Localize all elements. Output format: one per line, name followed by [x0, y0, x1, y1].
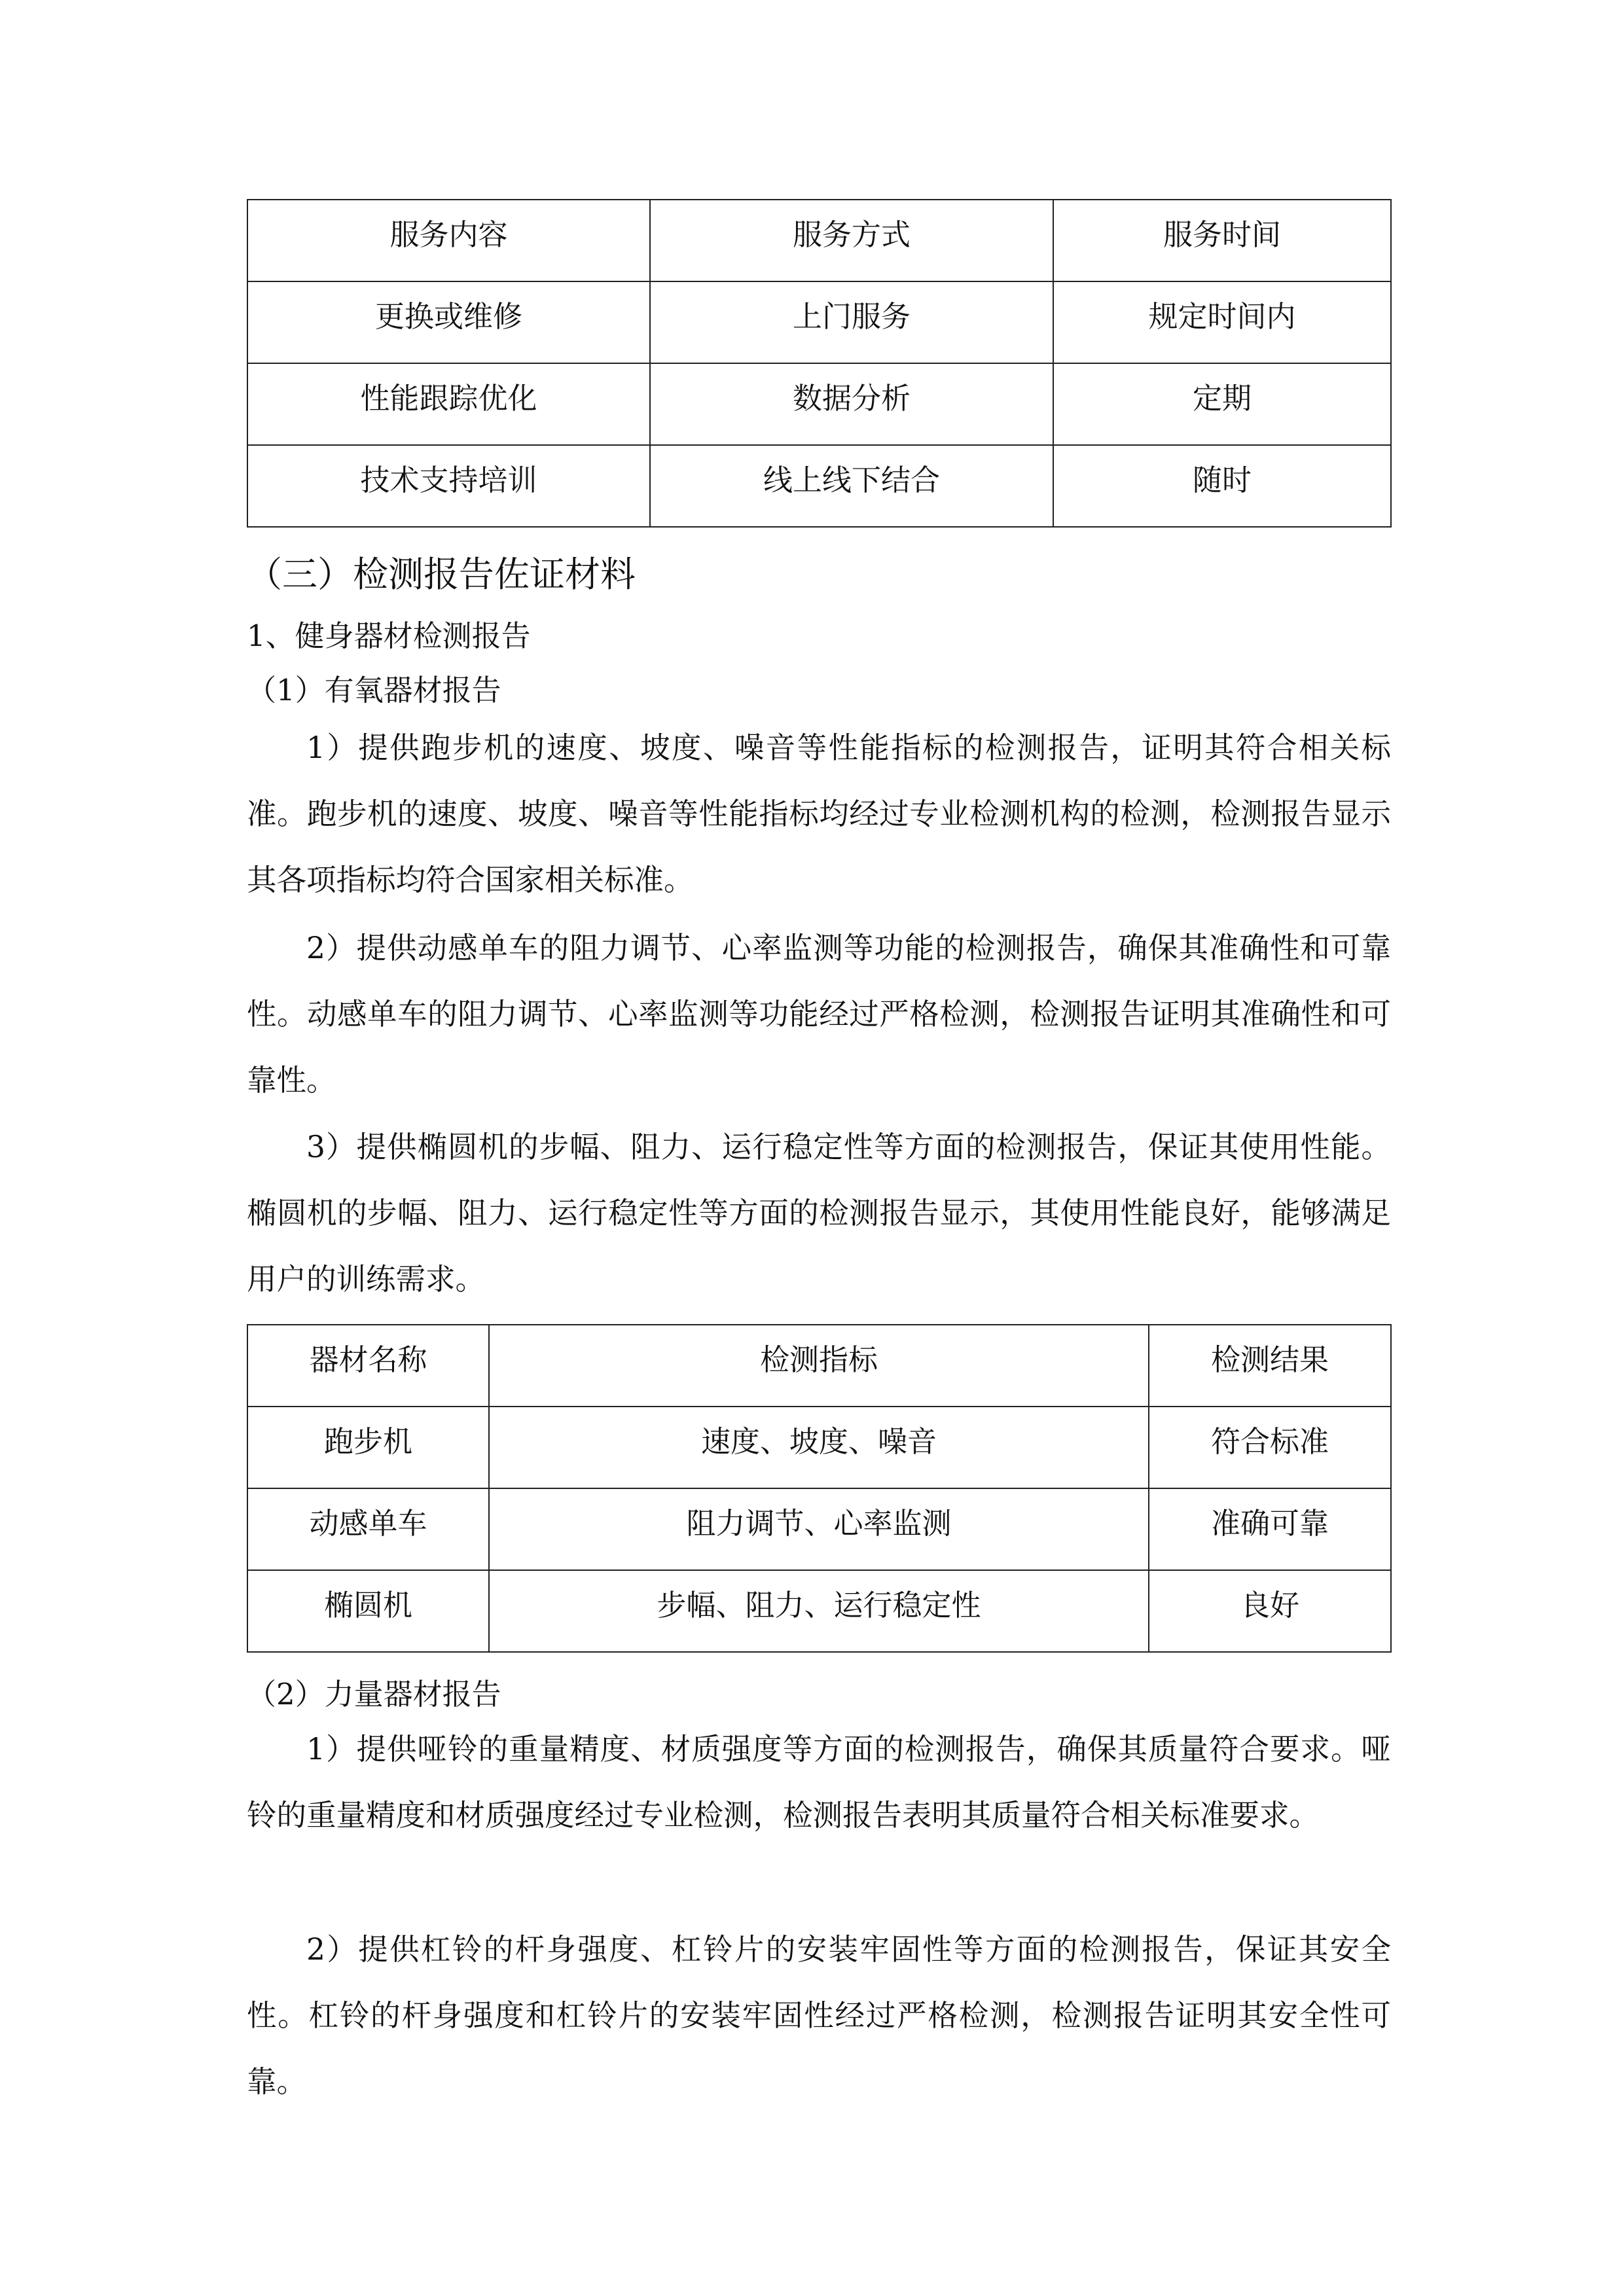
table-header-cell: 服务方式 [650, 200, 1053, 281]
paragraph-treadmill: 1）提供跑步机的速度、坡度、噪音等性能指标的检测报告，证明其符合相关标准。跑步机的速度、坡度、噪音等性能指标均经过专业检测机构的检测，检测报告显示其各项指标均符合国家相关标准。 [247, 730, 1391, 897]
service-table [247, 199, 1392, 528]
table-cell: 动感单车 [247, 1488, 489, 1570]
table-cell: 技术支持培训 [247, 445, 650, 527]
subheading-strength-reports: （2）力量器材报告 [247, 1677, 501, 1712]
table-header-cell: 服务内容 [247, 200, 650, 281]
table-cell: 随时 [1053, 445, 1391, 527]
table-row [247, 281, 1391, 363]
table-cell: 定期 [1053, 363, 1391, 445]
table-header-cell: 器材名称 [247, 1325, 489, 1407]
table-header-row [247, 1325, 1391, 1407]
table-header-cell: 检测结果 [1149, 1325, 1391, 1407]
table-cell: 良好 [1149, 1570, 1391, 1652]
table-cell: 跑步机 [247, 1407, 489, 1488]
paragraph-barbell: 2）提供杠铃的杆身强度、杠铃片的安装牢固性等方面的检测报告，保证其安全性。杠铃的杆身强度和杠铃片的安装牢固性经过严格检测，检测报告证明其安全性可靠。 [247, 1932, 1391, 2099]
table-header-cell: 服务时间 [1053, 200, 1391, 281]
table-cell: 线上线下结合 [650, 445, 1053, 527]
table-header-cell: 检测指标 [489, 1325, 1149, 1407]
table-cell: 步幅、阻力、运行稳定性 [489, 1570, 1149, 1652]
paragraph-spin-bike: 2）提供动感单车的阻力调节、心率监测等功能的检测报告，确保其准确性和可靠性。动感单车的阻力调节、心率监测等功能经过严格检测，检测报告证明其准确性和可靠性。 [247, 931, 1391, 1098]
table-cell: 阻力调节、心率监测 [489, 1488, 1149, 1570]
table-row [247, 1570, 1391, 1652]
table-cell: 上门服务 [650, 281, 1053, 363]
subheading-aerobic-reports: （1）有氧器材报告 [247, 673, 501, 708]
subheading-equipment-reports: 1、健身器材检测报告 [247, 619, 531, 653]
table-cell: 符合标准 [1149, 1407, 1391, 1488]
table-header-row [247, 200, 1391, 281]
paragraph-dumbbell: 1）提供哑铃的重量精度、材质强度等方面的检测报告，确保其质量符合要求。哑铃的重量精度和材质强度经过专业检测，检测报告表明其质量符合相关标准要求。 [247, 1732, 1391, 1833]
table-cell: 数据分析 [650, 363, 1053, 445]
table-row [247, 363, 1391, 445]
paragraph-elliptical: 3）提供椭圆机的步幅、阻力、运行稳定性等方面的检测报告，保证其使用性能。椭圆机的步幅、阻力、运行稳定性等方面的检测报告显示，其使用性能良好，能够满足用户的训练需求。 [247, 1130, 1391, 1297]
table-cell: 更换或维修 [247, 281, 650, 363]
table-row [247, 1407, 1391, 1488]
table-row [247, 1488, 1391, 1570]
table-cell: 速度、坡度、噪音 [489, 1407, 1149, 1488]
table-cell: 椭圆机 [247, 1570, 489, 1652]
table-cell: 性能跟踪优化 [247, 363, 650, 445]
equipment-table [247, 1324, 1392, 1653]
table-cell: 规定时间内 [1053, 281, 1391, 363]
table-cell: 准确可靠 [1149, 1488, 1391, 1570]
section-heading: （三）检测报告佐证材料 [247, 554, 636, 595]
table-row [247, 445, 1391, 527]
